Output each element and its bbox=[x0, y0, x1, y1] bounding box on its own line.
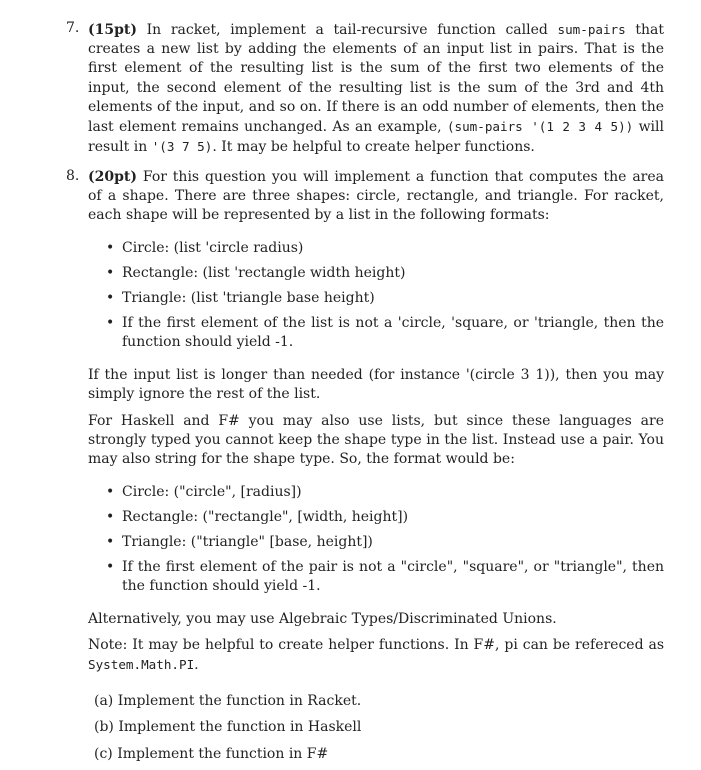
bullet-icon: • bbox=[106, 239, 115, 256]
list-item-text: Rectangle: ("rectangle", [width, height]) bbox=[122, 508, 409, 525]
list-item bbox=[88, 533, 664, 552]
list-item-text: Circle: ("circle", [radius]) bbox=[122, 483, 302, 500]
bullet-icon: • bbox=[106, 264, 115, 281]
question-body bbox=[88, 20, 664, 157]
points-label: (15pt) bbox=[88, 22, 137, 38]
code-sum-pairs: sum-pairs bbox=[557, 22, 626, 37]
bullet-icon: • bbox=[106, 534, 115, 551]
list-item bbox=[88, 483, 664, 502]
text-span: that creates a new list by adding the elements of an input list in pairs. That is the first element of the resulting list is the sum of the first two elements of the input, the second element of the resulting list is the sum of the 3rd and 4th elements of the input, and so on. If there is an odd number of elements, then the last element remains unchanged. As an example, bbox=[88, 22, 664, 136]
text-span: . bbox=[194, 657, 199, 674]
code-example-result: '(3 7 5) bbox=[151, 139, 213, 155]
question-number: 7. bbox=[66, 20, 80, 36]
implementation-parts bbox=[88, 692, 664, 764]
bullet-icon: • bbox=[106, 559, 115, 576]
list-item-text: If the first element of the list is not a 'circle, 'square, or 'triangle, then the function should yield -1. bbox=[122, 315, 664, 351]
question-body bbox=[88, 168, 664, 764]
question-7-text bbox=[88, 20, 664, 157]
part-item: (c) Implement the function in F# bbox=[94, 745, 329, 762]
helper-note bbox=[88, 636, 664, 675]
list-item-text: Rectangle: (list 'rectangle width height) bbox=[122, 264, 406, 281]
points-label: (20pt) bbox=[88, 169, 137, 185]
bullet-icon: • bbox=[106, 508, 115, 525]
question-number: 8. bbox=[66, 168, 80, 184]
list-item bbox=[88, 264, 664, 283]
list-item-text: If the first element of the pair is not a "circle", "square", or "triangle", then the function should yield -1. bbox=[122, 559, 664, 595]
list-item-text: Triangle: (list 'triangle base height) bbox=[122, 290, 375, 307]
list-item bbox=[88, 314, 664, 352]
bullet-icon: • bbox=[106, 315, 115, 332]
list-item bbox=[88, 508, 664, 527]
question-8-intro bbox=[88, 168, 664, 226]
haskell-fsharp-intro: For Haskell and F# you may also use lists, but since these languages are strongly typed you cannot keep the shape type in the list. Instead use a pair. You may also string for the shape type. So, the format would be: bbox=[88, 413, 664, 468]
pair-format-list bbox=[88, 483, 664, 597]
bullet-icon: • bbox=[106, 483, 115, 500]
text-span: For this question you will implement a function that computes the area of a shape. There are three shapes: circle, rectangle, and triangle. For racket, each shape will be represented by a list in the following formats: bbox=[88, 169, 664, 224]
list-item bbox=[88, 558, 664, 596]
list-item bbox=[88, 289, 664, 308]
longer-input-note: If the input list is longer than needed (for instance '(circle 3 1)), then you may simply ignore the rest of the list. bbox=[88, 366, 664, 402]
list-item-text: Circle: (list 'circle radius) bbox=[122, 239, 304, 256]
text-span: In racket, implement a tail-recursive function called bbox=[137, 22, 558, 38]
part-item: (b) Implement the function in Haskell bbox=[94, 719, 362, 736]
text-span: Note: It may be helpful to create helper functions. In F#, pi can be refereced as bbox=[88, 636, 664, 653]
part-item: (a) Implement the function in Racket. bbox=[94, 693, 362, 710]
bullet-icon: • bbox=[106, 290, 115, 307]
alternative-note: Alternatively, you may use Algebraic Types/Discriminated Unions. bbox=[88, 610, 557, 627]
code-example-call: (sum-pairs '(1 2 3 4 5)) bbox=[446, 119, 634, 135]
text-span: . It may be helpful to create helper functions. bbox=[212, 139, 535, 156]
text-span: will result in bbox=[88, 119, 664, 156]
code-system-math-pi: System.Math.PI bbox=[88, 657, 195, 673]
list-item bbox=[88, 239, 664, 258]
list-item-text: Triangle: ("triangle" [base, height]) bbox=[122, 534, 373, 551]
racket-format-list bbox=[88, 239, 664, 353]
